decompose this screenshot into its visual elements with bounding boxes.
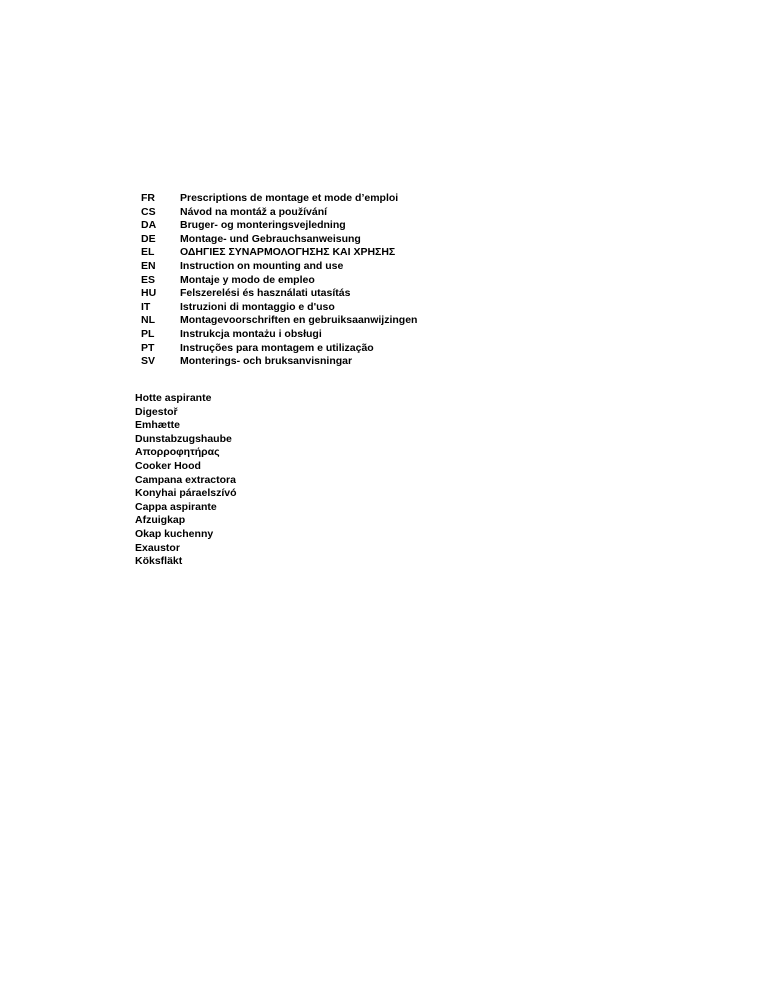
language-code: NL — [141, 314, 155, 327]
instruction-title: Montage- und Gebrauchsanweisung — [180, 232, 361, 245]
language-row-nl — [141, 314, 541, 328]
product-name-es: Campana extractora — [135, 473, 236, 486]
language-code: DE — [141, 232, 156, 245]
language-code: DA — [141, 219, 157, 232]
instruction-title: Bruger- og monteringsvejledning — [180, 219, 346, 232]
product-name-it: Cappa aspirante — [135, 500, 217, 513]
product-name-nl: Afzuigkap — [135, 514, 186, 527]
language-index — [141, 192, 541, 369]
language-code: HU — [141, 287, 157, 300]
product-name-en: Cooker Hood — [135, 459, 201, 472]
product-name-sv: Köksfläkt — [135, 555, 183, 568]
language-row-pl — [141, 328, 541, 342]
product-name-hu: Konyhai páraelszívó — [135, 487, 237, 500]
language-code: CS — [141, 205, 156, 218]
language-code: ES — [141, 273, 156, 286]
language-code: IT — [141, 300, 151, 313]
language-row-hu — [141, 287, 541, 301]
product-name-pl: Okap kuchenny — [135, 527, 214, 540]
instruction-title: Felszerelési és használati utasítás — [180, 287, 351, 300]
language-row-pt — [141, 342, 541, 356]
language-row-en — [141, 260, 541, 274]
product-name-de: Dunstabzugshaube — [135, 432, 232, 445]
language-row-it — [141, 301, 541, 315]
language-row-es — [141, 274, 541, 288]
language-code: SV — [141, 355, 156, 368]
product-name-da: Emhætte — [135, 419, 180, 432]
language-row-de — [141, 233, 541, 247]
language-row-el — [141, 246, 541, 260]
language-row-sv — [141, 355, 541, 369]
instruction-title: Návod na montáž a používání — [180, 205, 328, 218]
instruction-title: Montaje y modo de empleo — [180, 273, 315, 286]
instruction-title: Instruções para montagem e utilização — [180, 341, 374, 354]
language-code: PL — [141, 327, 155, 340]
language-row-cs — [141, 206, 541, 220]
product-name-list — [135, 392, 435, 569]
instruction-title: Prescriptions de montage et mode d’emploi — [180, 192, 399, 204]
product-name-cs: Digestoř — [135, 405, 178, 418]
instruction-title: Instruction on mounting and use — [180, 259, 344, 272]
language-row-fr — [141, 192, 541, 206]
product-name-el: Απορροφητήρας — [135, 446, 220, 459]
instruction-title: ΟΔΗΓΙΕΣ ΣΥΝΑΡΜΟΛΟΓΗΣΗΣ ΚΑΙ ΧΡΗΣΗΣ — [180, 246, 396, 259]
instruction-title: Monterings- och bruksanvisningar — [180, 355, 353, 368]
product-name-pt: Exaustor — [135, 541, 180, 554]
language-code: PT — [141, 341, 155, 354]
instruction-title: Montagevoorschriften en gebruiksaanwijzingen — [180, 314, 418, 327]
language-row-da — [141, 219, 541, 233]
product-name-fr: Hotte aspirante — [135, 392, 212, 404]
language-code: FR — [141, 192, 155, 204]
instruction-title: Instrukcja montażu i obsługi — [180, 327, 322, 340]
instruction-title: Istruzioni di montaggio e d'uso — [180, 300, 335, 313]
language-code: EN — [141, 259, 156, 272]
language-code: EL — [141, 246, 155, 259]
